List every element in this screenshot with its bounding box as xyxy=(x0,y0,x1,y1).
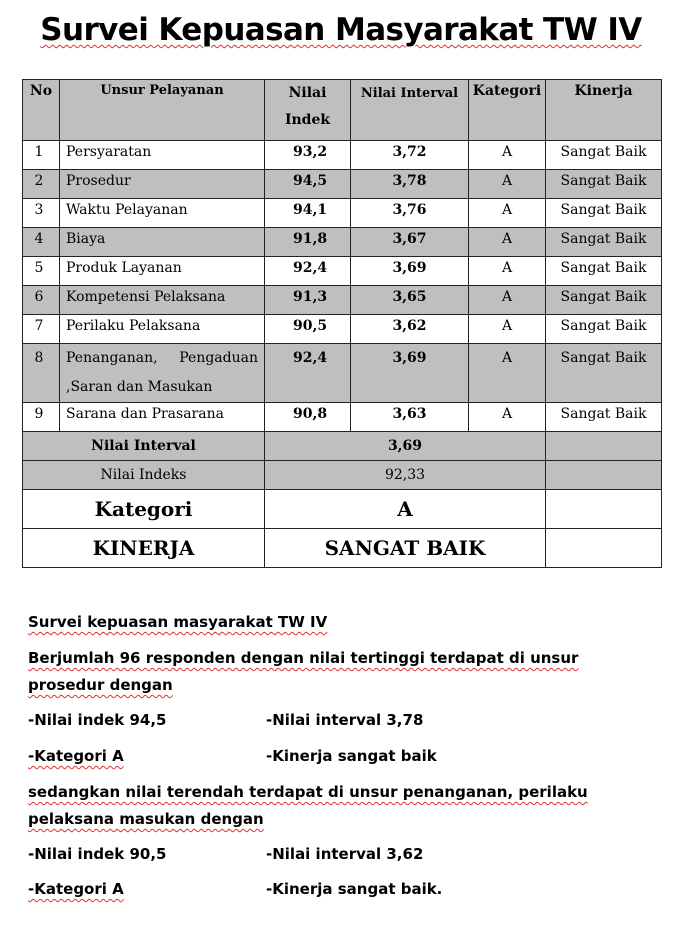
row-interval: 3,62 xyxy=(351,315,469,344)
table-row xyxy=(23,403,662,432)
table-row xyxy=(23,344,662,403)
row-no: 3 xyxy=(23,199,60,228)
row-indek: 91,8 xyxy=(265,228,351,257)
kinerja-label: KINERJA xyxy=(23,529,265,568)
low-indek: -Nilai indek 90,5 xyxy=(28,845,167,863)
header-nilai-interval: Nilai Interval xyxy=(351,80,469,141)
row-kategori: A xyxy=(469,286,546,315)
nilai-indeks-label: Nilai Indeks xyxy=(23,461,265,490)
nilai-interval-value: 3,69 xyxy=(265,432,546,461)
row-kategori: A xyxy=(469,199,546,228)
high-line-2 xyxy=(28,743,658,770)
row-unsur: Produk Layanan xyxy=(60,257,265,286)
row-kinerja: Sangat Baik xyxy=(546,199,662,228)
nilai-indeks-row xyxy=(23,461,662,490)
kategori-value: A xyxy=(265,490,546,529)
row-no: 9 xyxy=(23,403,60,432)
row-no: 5 xyxy=(23,257,60,286)
empty-cell xyxy=(546,490,662,529)
row-interval: 3,69 xyxy=(351,257,469,286)
empty-cell xyxy=(546,432,662,461)
row-kategori: A xyxy=(469,403,546,432)
row-indek: 90,8 xyxy=(265,403,351,432)
header-kinerja: Kinerja xyxy=(546,80,662,141)
row-unsur: Prosedur xyxy=(60,170,265,199)
row-kinerja: Sangat Baik xyxy=(546,170,662,199)
text-heading: Survei kepuasan masyarakat TW IV xyxy=(28,613,328,631)
row-kategori: A xyxy=(469,344,546,403)
low-line-2 xyxy=(28,876,658,903)
high-kinerja: -Kinerja sangat baik xyxy=(266,747,437,765)
header-nilai-indek: Nilai Indek xyxy=(265,80,351,141)
row-kategori: A xyxy=(469,315,546,344)
high-line-1 xyxy=(28,707,658,734)
row-kategori: A xyxy=(469,228,546,257)
row-indek: 94,5 xyxy=(265,170,351,199)
row-kategori: A xyxy=(469,257,546,286)
row-indek: 91,3 xyxy=(265,286,351,315)
row-kategori: A xyxy=(469,141,546,170)
header-unsur: Unsur Pelayanan xyxy=(60,80,265,141)
kategori-label: Kategori xyxy=(23,490,265,529)
survey-table xyxy=(22,79,662,568)
nilai-interval-label: Nilai Interval xyxy=(23,432,265,461)
row-kinerja: Sangat Baik xyxy=(546,403,662,432)
row-interval: 3,67 xyxy=(351,228,469,257)
row-no: 4 xyxy=(23,228,60,257)
kinerja-row xyxy=(23,529,662,568)
empty-cell xyxy=(546,529,662,568)
row-no: 8 xyxy=(23,344,60,403)
empty-cell xyxy=(546,461,662,490)
row-unsur: Penanganan, Pengaduan ,Saran dan Masukan xyxy=(60,344,265,403)
row-interval: 3,69 xyxy=(351,344,469,403)
table-row xyxy=(23,199,662,228)
row-unsur: Waktu Pelayanan xyxy=(60,199,265,228)
row-indek: 93,2 xyxy=(265,141,351,170)
row-no: 6 xyxy=(23,286,60,315)
row-interval: 3,78 xyxy=(351,170,469,199)
row-unsur: Perilaku Pelaksana xyxy=(60,315,265,344)
low-kinerja: -Kinerja sangat baik. xyxy=(266,880,443,898)
row-interval: 3,76 xyxy=(351,199,469,228)
header-no: No xyxy=(23,80,60,141)
row-no: 1 xyxy=(23,141,60,170)
row-indek: 92,4 xyxy=(265,344,351,403)
row-interval: 3,72 xyxy=(351,141,469,170)
row-indek: 92,4 xyxy=(265,257,351,286)
table-header-row xyxy=(23,80,662,141)
table-row xyxy=(23,286,662,315)
row-kinerja: Sangat Baik xyxy=(546,315,662,344)
row-unsur: Biaya xyxy=(60,228,265,257)
high-kategori: -Kategori A xyxy=(28,747,124,765)
row-kinerja: Sangat Baik xyxy=(546,141,662,170)
low-line-1 xyxy=(28,841,658,868)
table-row xyxy=(23,257,662,286)
low-kategori: -Kategori A xyxy=(28,880,124,898)
low-interval: -Nilai interval 3,62 xyxy=(266,845,424,863)
row-unsur: Persyaratan xyxy=(60,141,265,170)
row-kategori: A xyxy=(469,170,546,199)
table-row xyxy=(23,170,662,199)
row-unsur: Sarana dan Prasarana xyxy=(60,403,265,432)
row-unsur: Kompetensi Pelaksana xyxy=(60,286,265,315)
header-kategori: Kategori xyxy=(469,80,546,141)
page-title: Survei Kepuasan Masyarakat TW IV xyxy=(40,12,642,48)
nilai-indeks-value: 92,33 xyxy=(265,461,546,490)
text-intro: Berjumlah 96 responden dengan nilai tertinggi terdapat di unsur prosedur dengan xyxy=(28,649,579,694)
row-kinerja: Sangat Baik xyxy=(546,344,662,403)
text-low-intro: sedangkan nilai terendah terdapat di unsur penanganan, perilaku pelaksana masukan dengan xyxy=(28,783,588,828)
table-row xyxy=(23,141,662,170)
row-no: 7 xyxy=(23,315,60,344)
row-kinerja: Sangat Baik xyxy=(546,257,662,286)
row-interval: 3,63 xyxy=(351,403,469,432)
nilai-interval-row xyxy=(23,432,662,461)
row-indek: 90,5 xyxy=(265,315,351,344)
row-kinerja: Sangat Baik xyxy=(546,286,662,315)
kategori-row xyxy=(23,490,662,529)
table-row xyxy=(23,228,662,257)
high-interval: -Nilai interval 3,78 xyxy=(266,711,424,729)
row-kinerja: Sangat Baik xyxy=(546,228,662,257)
kinerja-value: SANGAT BAIK xyxy=(265,529,546,568)
row-indek: 94,1 xyxy=(265,199,351,228)
high-indek: -Nilai indek 94,5 xyxy=(28,711,167,729)
table-row xyxy=(23,315,662,344)
row-no: 2 xyxy=(23,170,60,199)
row-interval: 3,65 xyxy=(351,286,469,315)
